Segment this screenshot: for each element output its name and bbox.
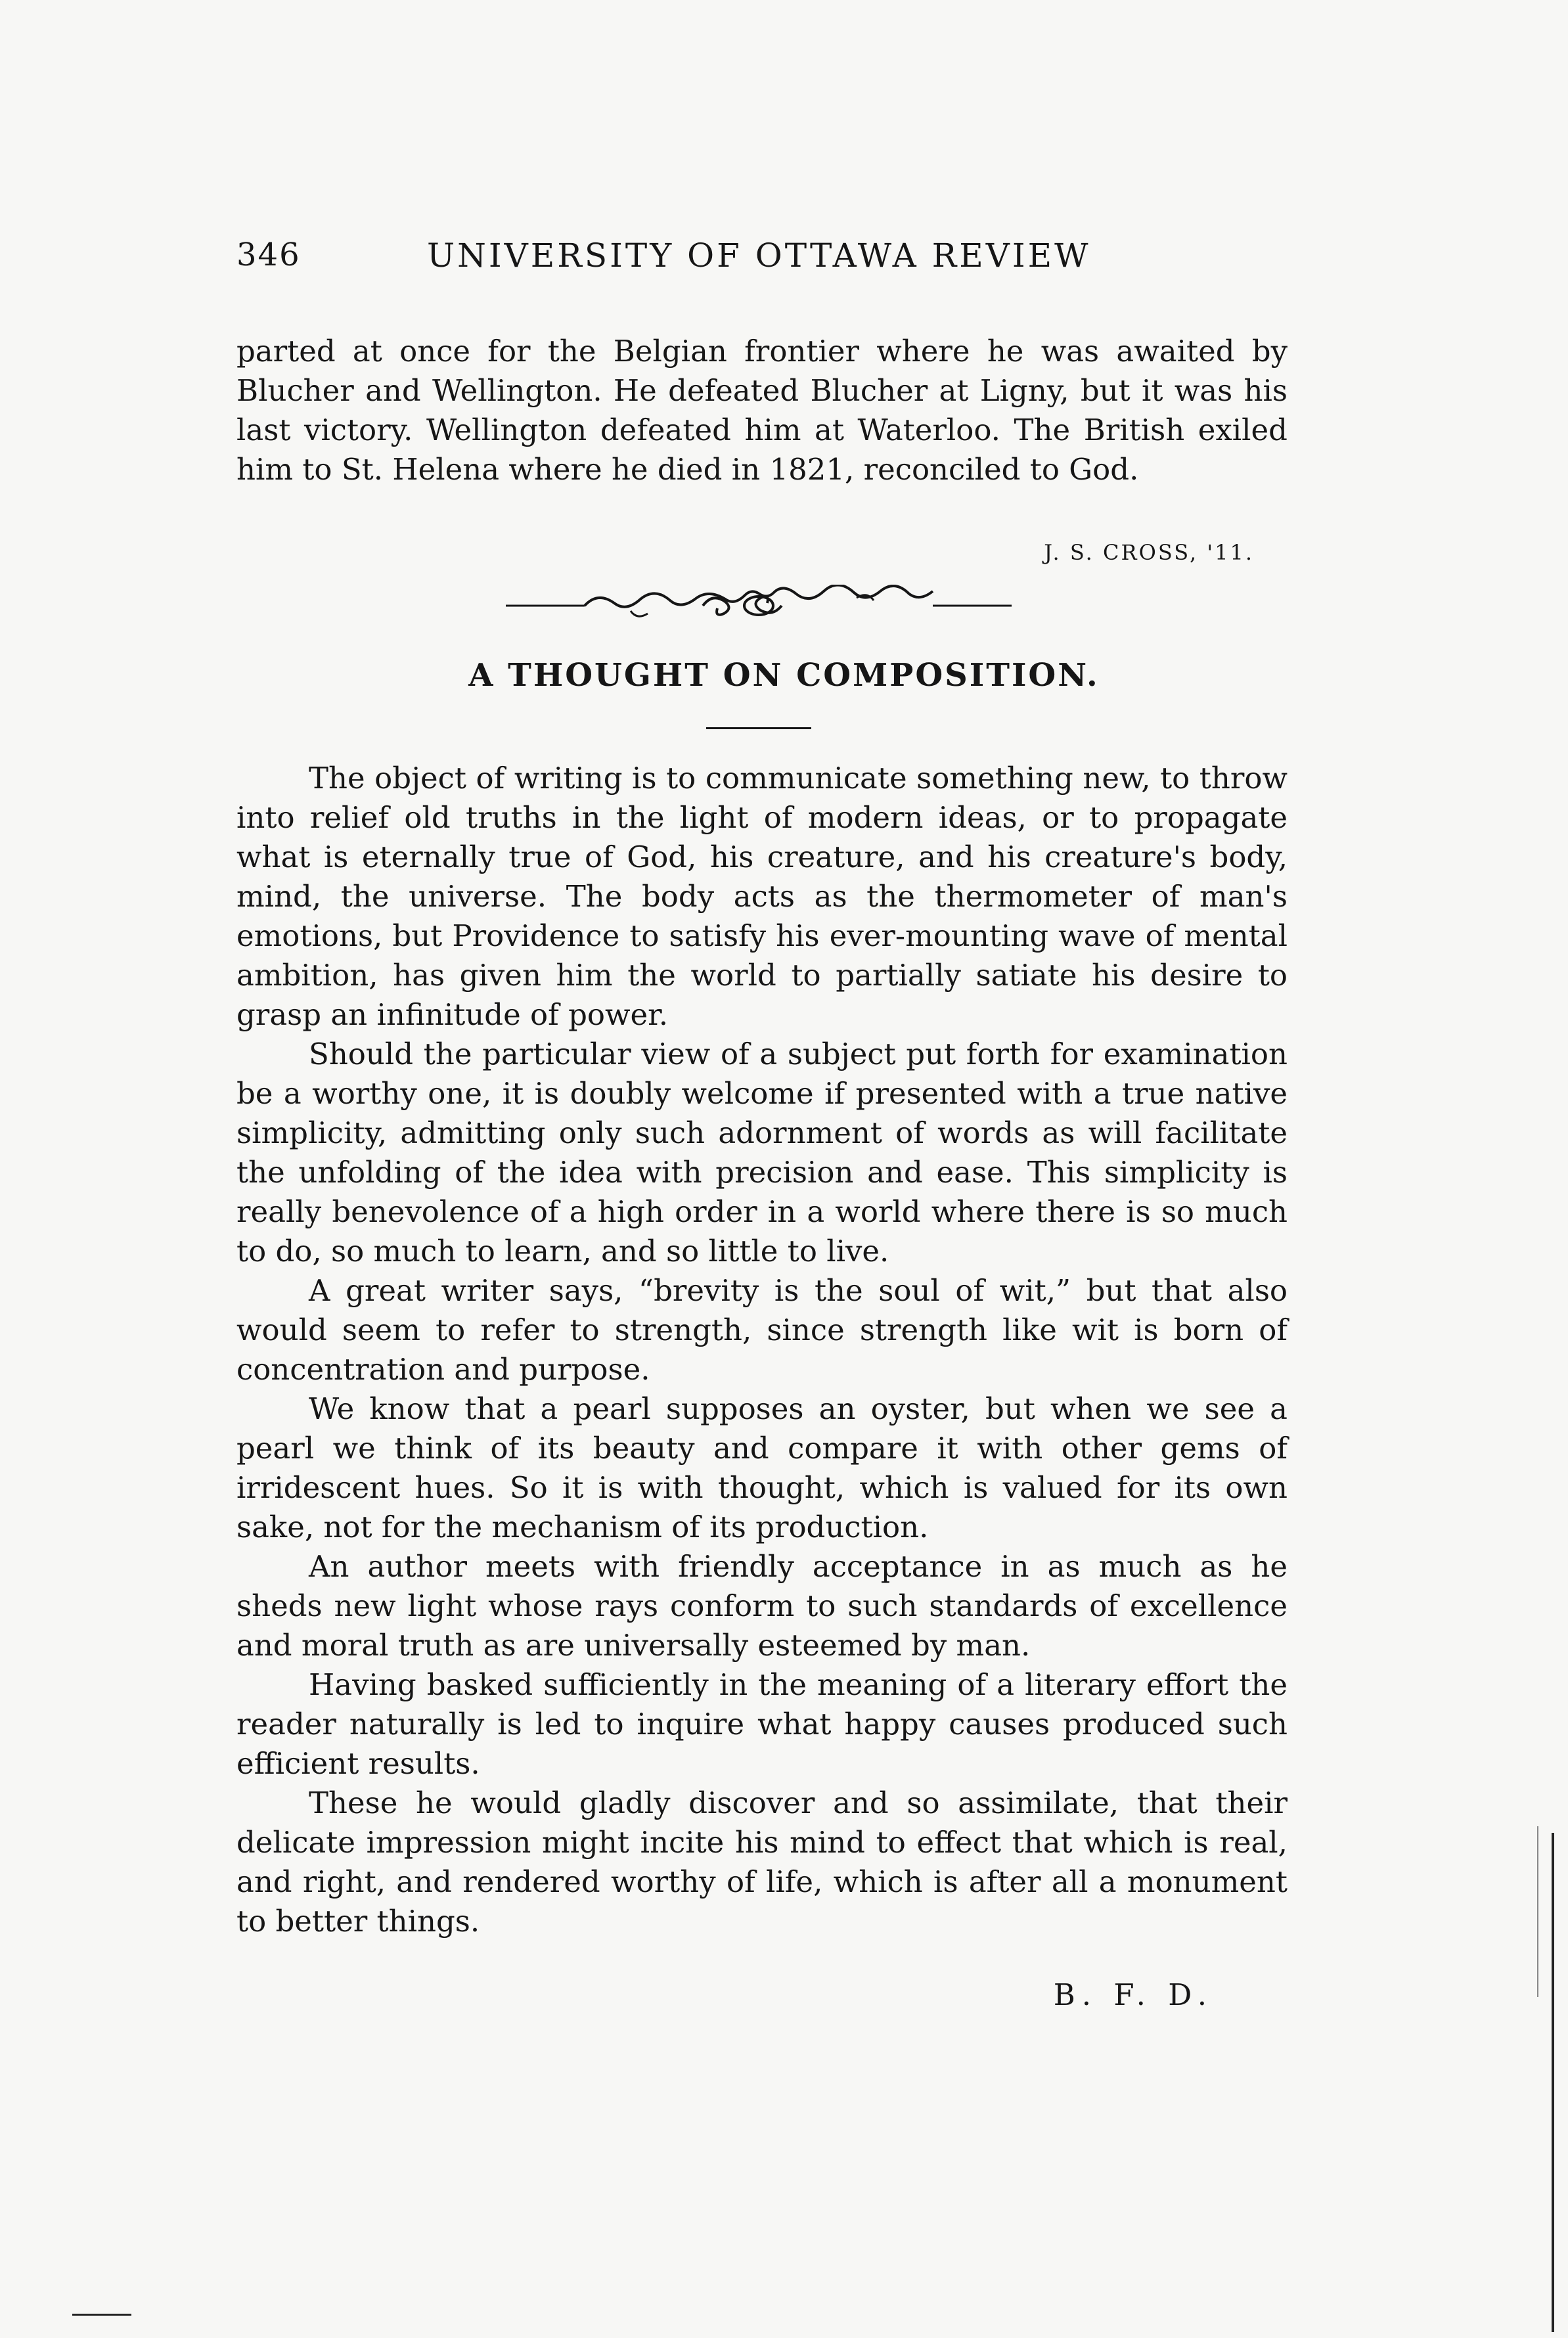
page-header: [236, 236, 1288, 289]
continued-paragraph: parted at once for the Belgian frontier where he was awaited by Blucher and Wellington. He defeated Blucher at Ligny, but it was his last victory. Wellington defeated him at Waterloo. The British exiled him to St. Helena where he died in 1821, reconciled to God.: [236, 334, 1288, 487]
article-paragraph: We know that a pearl supposes an oyster, but when we see a pearl we think of its beauty and compare it with other gems of irridescent hues. So it is with thought, which is valued for its own sake, not for the mechanism of its production.: [236, 1391, 1288, 1544]
article-paragraph: The object of writing is to communicate something new, to throw into relief old truths in the light of modern ideas, or to propagate what is eternally true of God, his creature, and his creature's body, mind, the universe. The body acts as the thermometer of man's emotions, but Providence to satisfy his ever-mounting wave of mental ambition, has given him the world to partially satiate his desire to grasp an infinitude of power.: [236, 761, 1288, 1032]
page-number: 346: [236, 236, 301, 273]
title-rule: [706, 727, 811, 729]
article-body: [236, 759, 1288, 1941]
article-paragraph: These he would gladly discover and so assimilate, that their delicate impression might incite his mind to effect that which is real, and right, and rendered worthy of life, which is after all a monument to better things.: [236, 1786, 1288, 1939]
scan-corner-mark: [72, 2314, 131, 2316]
scan-edge-mark: [1537, 1826, 1538, 1997]
running-title: UNIVERSITY OF OTTAWA REVIEW: [427, 236, 1091, 275]
decorative-scroll-divider-icon: [506, 585, 1012, 624]
article-title: A THOUGHT ON COMPOSITION.: [468, 657, 1100, 694]
article-signature: B. F. D.: [1053, 1977, 1213, 2012]
article-paragraph: An author meets with friendly acceptance in as much as he sheds new light whose rays conform to such standards of excellence and moral truth as are universally esteemed by man.: [236, 1549, 1288, 1663]
continued-article-byline: J. S. CROSS, '11.: [1044, 540, 1254, 565]
article-paragraph: Should the particular view of a subject put forth for examination be a worthy one, it is doubly welcome if presented with a true native simplicity, admitting only such adornment of words as will facilitate the unfolding of the idea with precision and ease. This simplicity is really benevolence of a high order in a world where there is so much to do, so much to learn, and so little to live.: [236, 1037, 1288, 1269]
continued-article: [236, 332, 1288, 489]
scan-edge-mark: [1552, 1833, 1554, 2332]
article-paragraph: Having basked sufficiently in the meaning of a literary effort the reader naturally is led to inquire what happy causes produced such efficient results.: [236, 1667, 1288, 1781]
article-paragraph: A great writer says, “brevity is the soul of wit,” but that also would seem to refer to strength, since strength like wit is born of concentration and purpose.: [236, 1273, 1288, 1387]
